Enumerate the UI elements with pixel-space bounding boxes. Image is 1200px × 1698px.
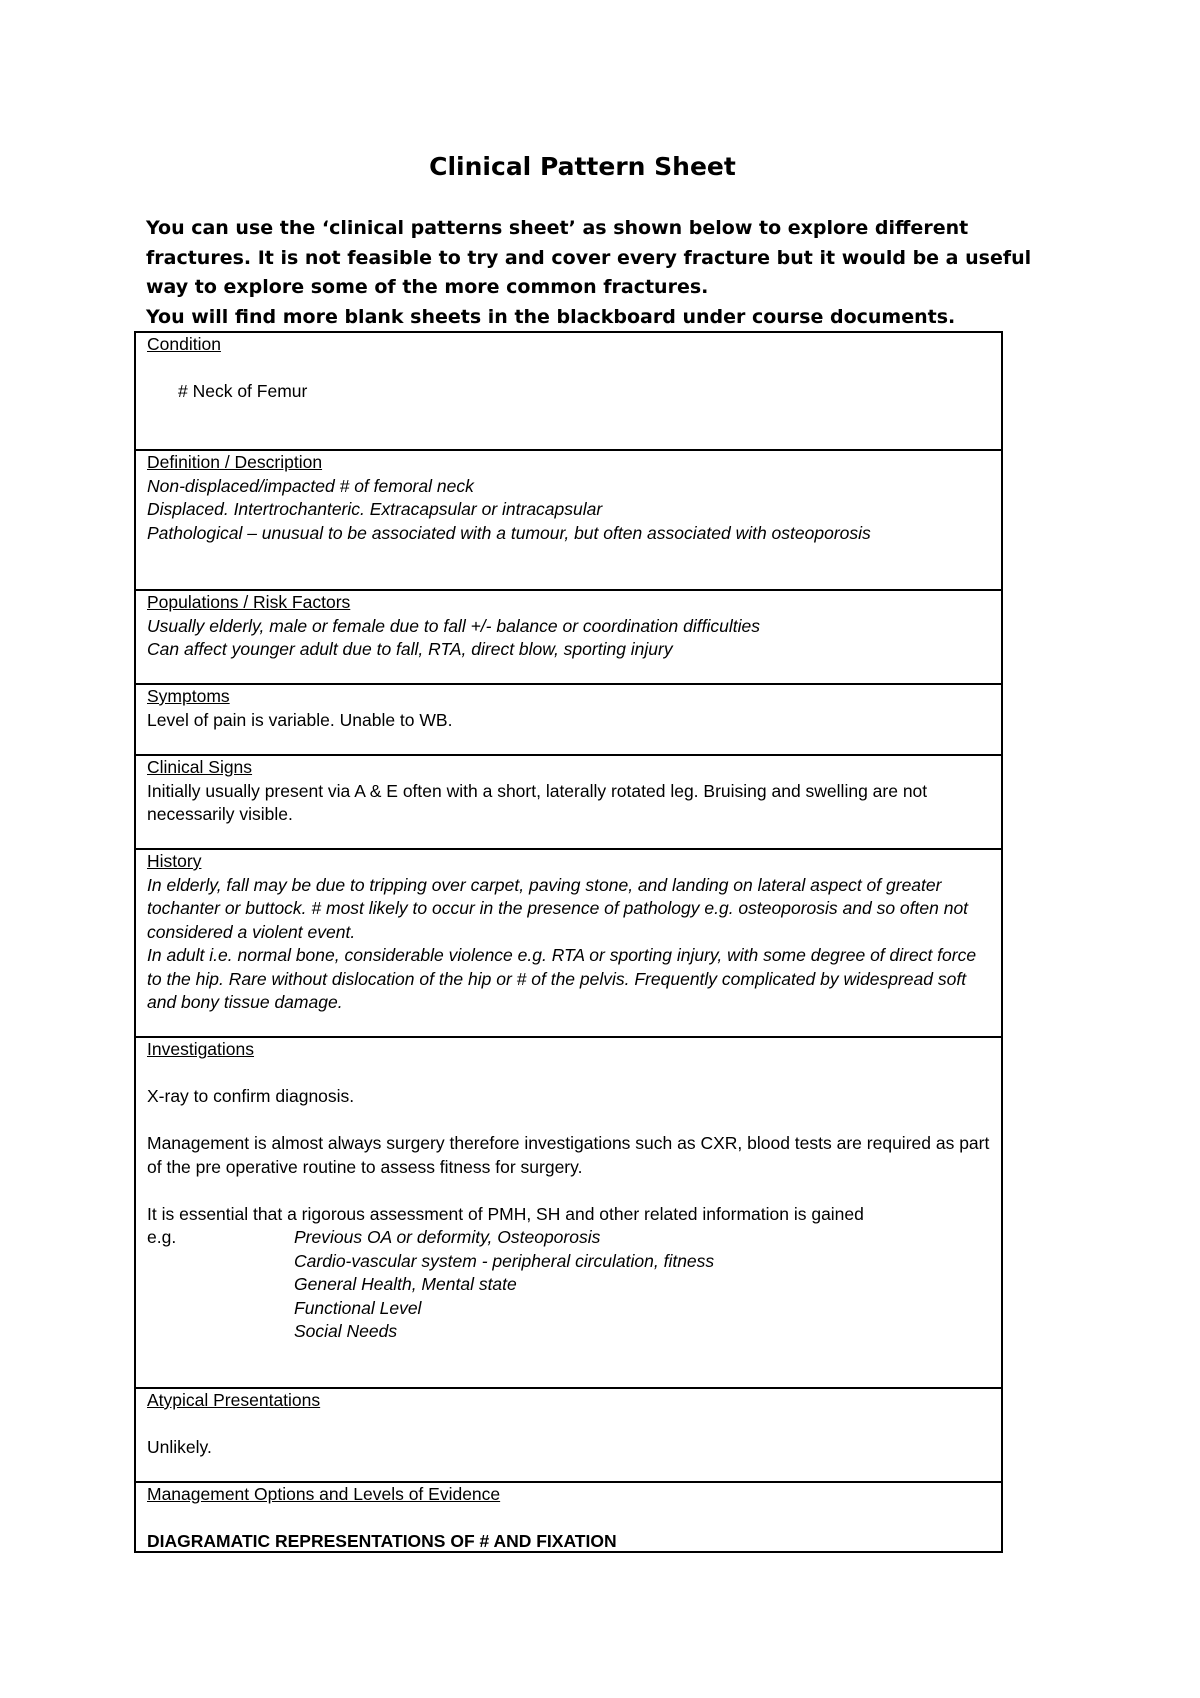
eg-item: Social Needs (294, 1321, 398, 1341)
investigations-text: Management is almost always surgery therefore investigations such as CXR, blood tests are required as part of the pre operative routine to assess fitness for surgery. (147, 1133, 990, 1177)
clinical-pattern-table (134, 331, 1003, 1553)
section-label: Definition / Description (147, 452, 323, 472)
section-label: Management Options and Levels of Evidence (147, 1484, 501, 1504)
page-title: Clinical Pattern Sheet (429, 152, 736, 181)
section-label: Investigations (147, 1039, 255, 1059)
section-condition (136, 333, 1001, 449)
eg-prefix: e.g. (147, 1227, 177, 1247)
section-definition (136, 449, 1001, 589)
section-label: Populations / Risk Factors (147, 592, 351, 612)
atypical-text: Unlikely. (147, 1437, 212, 1457)
section-label: Clinical Signs (147, 757, 253, 777)
section-label: Atypical Presentations (147, 1390, 321, 1410)
section-investigations (136, 1036, 1001, 1387)
clinical-signs-text: Initially usually present via A & E often with a short, laterally rotated leg. Bruising and swelling are not necessarily visible. (147, 780, 928, 824)
eg-item: Previous OA or deformity, Osteoporosis (294, 1227, 601, 1247)
section-clinical-signs (136, 754, 1001, 848)
section-history (136, 848, 1001, 1036)
section-symptoms (136, 683, 1001, 754)
populations-line: Can affect younger adult due to fall, RTA, direct blow, sporting injury (147, 639, 673, 659)
investigations-text: X-ray to confirm diagnosis. (147, 1086, 355, 1106)
intro-paragraph: You can use the ‘clinical patterns sheet’ as shown below to explore different fractures. It is not feasible to try and cover every fracture but it would be a useful way to explore some of the more common fractures. (146, 217, 1032, 298)
symptoms-text: Level of pain is variable. Unable to WB. (147, 709, 453, 730)
intro-text (146, 214, 1076, 332)
investigations-text: It is essential that a rigorous assessment of PMH, SH and other related information is gained (147, 1203, 864, 1224)
history-paragraph: In adult i.e. normal bone, considerable violence e.g. RTA or sporting injury, with some degree of direct force to the hip. Rare without dislocation of the hip or # of the pelvis. Frequently complicated by widespread soft and bony tissue damage. (147, 945, 977, 1012)
section-label: Symptoms (147, 686, 230, 706)
eg-item: Functional Level (294, 1297, 422, 1318)
populations-line: Usually elderly, male or female due to fall +/- balance or coordination difficulties (147, 615, 760, 636)
definition-line: Non-displaced/impacted # of femoral neck (147, 475, 474, 496)
intro-paragraph: You will find more blank sheets in the blackboard under course documents. (146, 305, 956, 328)
definition-line: Pathological – unusual to be associated with a tumour, but often associated with osteoporosis (147, 522, 871, 543)
management-diagram-heading: DIAGRAMATIC REPRESENTATIONS OF # AND FIXATION (147, 1531, 617, 1551)
section-label: Condition (147, 334, 221, 354)
history-paragraph: In elderly, fall may be due to tripping over carpet, paving stone, and landing on lateral aspect of greater tochanter or buttock. # most likely to occur in the presence of pathology e.g. osteoporosis and so often not considered a violent event. (147, 874, 969, 942)
condition-value: # Neck of Femur (178, 381, 308, 401)
section-atypical (136, 1387, 1001, 1481)
section-populations (136, 589, 1001, 683)
eg-item: Cardio-vascular system - peripheral circulation, fitness (294, 1250, 715, 1271)
section-label: History (147, 851, 202, 871)
definition-line: Displaced. Intertrochanteric. Extracapsular or intracapsular (147, 499, 603, 519)
investigations-eg-row (147, 1226, 991, 1250)
section-management (136, 1481, 1001, 1551)
eg-item: General Health, Mental state (294, 1274, 517, 1294)
